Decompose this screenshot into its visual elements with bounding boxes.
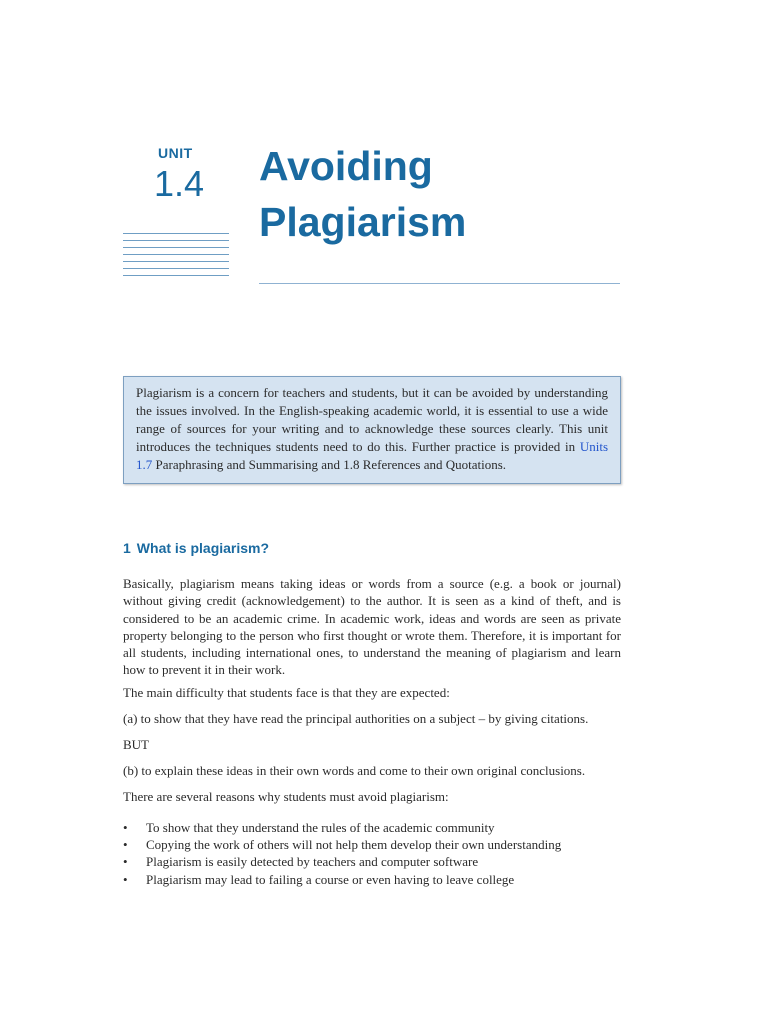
section-heading: [123, 540, 269, 556]
units-link[interactable]: Units 1.7: [136, 439, 608, 472]
section-number: 1: [123, 540, 131, 556]
bullet-icon: •: [123, 837, 128, 853]
paragraph-but: BUT: [123, 737, 149, 752]
list-item: [123, 853, 623, 870]
paragraph-definition: Basically, plagiarism means taking ideas or words from a source (e.g. a book or journal) without giving credit (acknowledgement) to the author. It is seen as a kind of theft, and is considered to be an academic crime. In academic work, ideas and words are seen as private property belonging to the person who first thought or wrote them. Therefore, it is important for all students, including international ones, to understand the meaning of plagiarism and learn how to prevent it in their work.: [123, 576, 621, 678]
intro-text: Plagiarism is a concern for teachers and students, but it can be avoided by understanding the issues involved. In the English-speaking academic world, it is essential to use a wide range of sources for your writing and to acknowledge these sources clearly. This unit introduces the techniques students need to do this. Further practice is provided in: [136, 385, 608, 454]
intro-text-end: Paraphrasing and Summarising and 1.8 References and Quotations.: [152, 457, 507, 472]
paragraph-point-a: (a) to show that they have read the principal authorities on a subject – by giving citations.: [123, 711, 589, 726]
bullet-icon: •: [123, 820, 128, 835]
reasons-list: [123, 819, 623, 888]
unit-label: UNIT: [158, 145, 193, 161]
decorative-line: [123, 275, 229, 276]
decorative-line: [123, 233, 229, 234]
title-divider: [259, 283, 620, 284]
list-item: [123, 836, 623, 853]
paragraph-point-b: (b) to explain these ideas in their own words and come to their own original conclusions.: [123, 763, 586, 778]
list-item-text: Plagiarism may lead to failing a course or even having to leave college: [146, 871, 515, 887]
paragraph-difficulty: The main difficulty that students face is that they are expected:: [123, 685, 450, 700]
title-line-2: Plagiarism: [259, 199, 467, 245]
title-line-1: Avoiding: [259, 143, 433, 189]
section-title: What is plagiarism?: [136, 540, 270, 556]
decorative-line: [123, 261, 229, 262]
list-item-text: To show that they understand the rules of the academic community: [146, 820, 495, 835]
intro-box: [123, 376, 621, 484]
decorative-line: [123, 247, 229, 248]
bullet-icon: •: [123, 854, 128, 870]
decorative-line: [123, 268, 229, 269]
bullet-icon: •: [123, 871, 128, 887]
list-item-text: Plagiarism is easily detected by teachers and computer software: [146, 854, 479, 870]
decorative-line: [123, 254, 229, 255]
unit-decorative-lines: [123, 233, 229, 282]
list-item: [123, 819, 623, 836]
decorative-line: [123, 240, 229, 241]
page-title: [259, 138, 466, 250]
paragraph-reasons: There are several reasons why students must avoid plagiarism:: [123, 789, 449, 804]
list-item-text: Copying the work of others will not help them develop their own understanding: [146, 837, 562, 853]
unit-number: 1.4: [154, 163, 205, 204]
list-item: [123, 871, 623, 888]
